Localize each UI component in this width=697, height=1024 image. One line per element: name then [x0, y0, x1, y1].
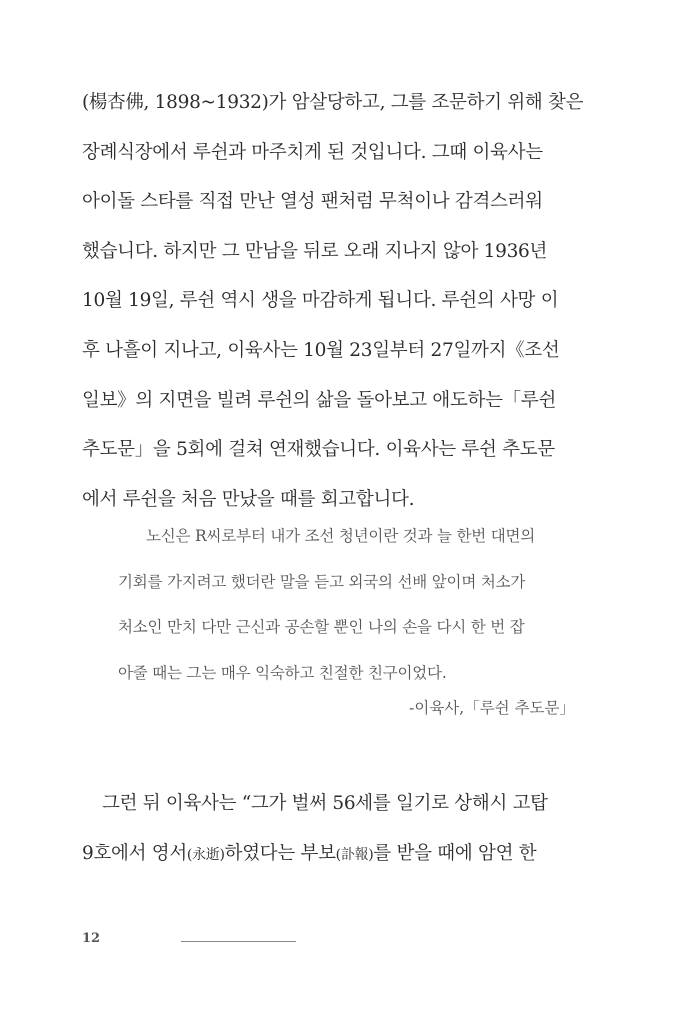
body-paragraph-2: [82, 779, 602, 880]
page-number: 12: [82, 931, 101, 946]
text-segment: 를 받을 때에 암연 한: [373, 842, 537, 864]
quote-line: 처소인 만치 다만 근신과 공손할 뿐인 나의 손을 다시 한 번 잡: [118, 618, 525, 636]
text-line: 그런 뒤 이육사는 “그가 벌써 56세를 일기로 상해시 고탑: [102, 793, 548, 814]
text-line: 후 나흘이 지나고, 이육사는 10월 23일부터 27일까지《조선: [82, 339, 560, 361]
quote-line: 기회를 가지려고 했더란 말을 듣고 외국의 선배 앞이며 처소가: [118, 572, 526, 591]
text-line: 에서 루쉰을 처음 만났을 때를 회고합니다.: [82, 488, 415, 510]
text-line: 일보》의 지면을 빌려 루쉰의 삶을 돌아보고 애도하는「루쉰: [82, 389, 557, 411]
footer-rule: [181, 941, 296, 942]
text-line: 10월 19일, 루쉰 역시 생을 마감하게 됩니다. 루쉰의 사망 이: [82, 290, 559, 312]
quote-line: 아줄 때는 그는 매우 익숙하고 친절한 친구이었다.: [118, 663, 447, 682]
text-line: 아이돌 스타를 직접 만난 열성 팬처럼 무척이나 감격스러워: [82, 191, 543, 213]
text-line: (楊杏佛, 1898~1932)가 암살당하고, 그를 조문하기 위해 찾은: [82, 92, 584, 113]
quote-line: 노신은 R씨로부터 내가 조선 청년이란 것과 늘 한번 대면의: [146, 527, 536, 545]
text-line: 했습니다. 하지만 그 만남을 뒤로 오래 지나지 않아 1936년: [82, 240, 548, 262]
block-quote: [118, 514, 588, 696]
text-line: 추도문」을 5회에 걸쳐 연재했습니다. 이육사는 루쉰 추도문: [82, 439, 555, 461]
quote-source: -이육사,「루쉰 추도문」: [409, 699, 575, 717]
hanja-annotation: (永逝): [186, 846, 225, 863]
text-segment: 9호에서 영서: [82, 842, 187, 864]
body-paragraph-1: [82, 78, 602, 524]
text-line: 장례식장에서 루쉰과 마주치게 된 것입니다. 그때 이육사는: [82, 141, 543, 163]
hanja-annotation: (訃報): [335, 846, 374, 863]
text-line: [82, 829, 602, 881]
text-segment: 하였다는 부보: [224, 842, 336, 864]
